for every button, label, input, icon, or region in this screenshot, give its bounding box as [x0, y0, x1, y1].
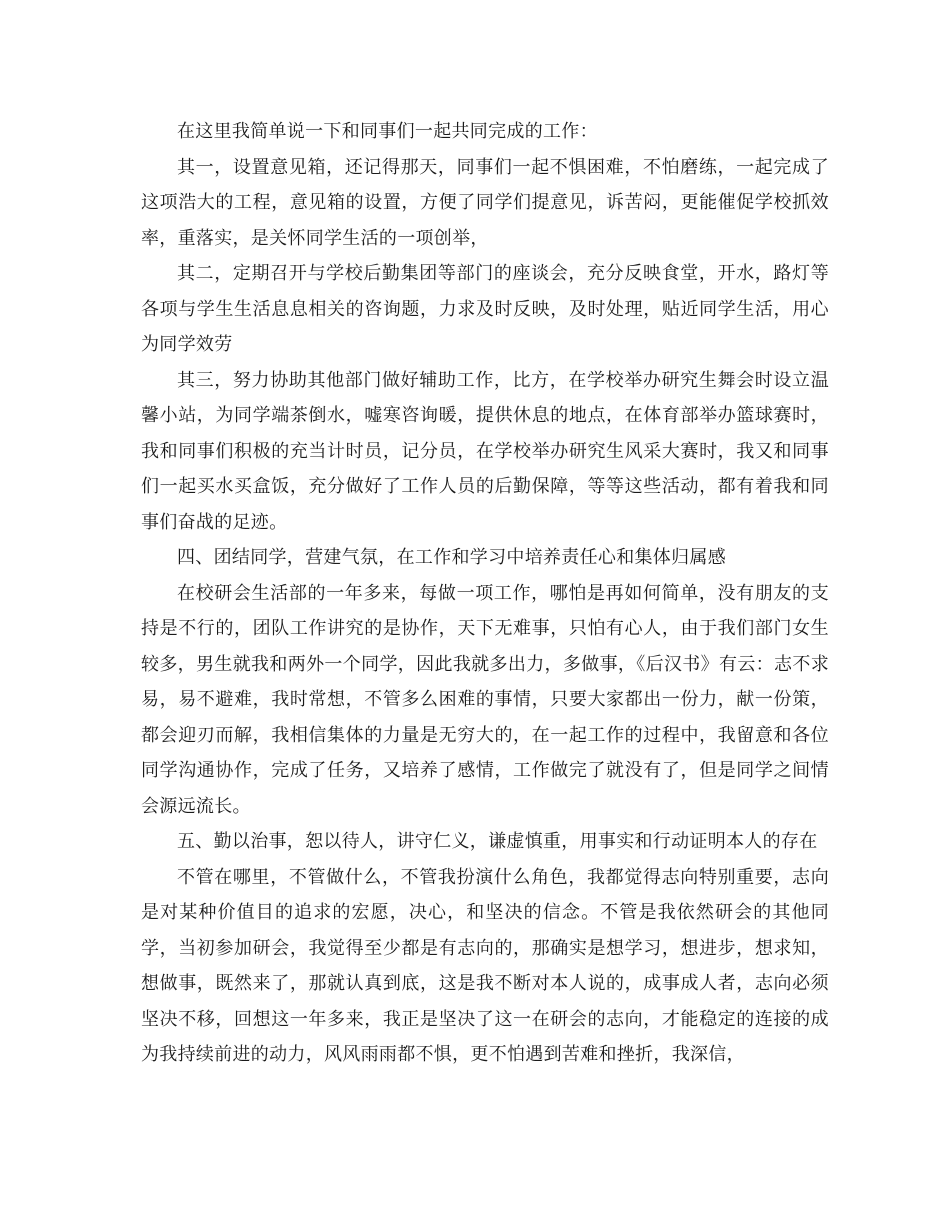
- section-heading-four: 四、团结同学，营建气氛，在工作和学习中培养责任心和集体归属感: [177, 547, 726, 568]
- paragraph-item-two: 其二，定期召开与学校后勤集团等部门的座谈会，充分反映食堂，开水，路灯等各项与学生生活息息相关的咨询题，力求及时反映，及时处理，贴近同学生活，用心为同学效劳: [141, 263, 829, 355]
- document-body: [141, 114, 829, 1073]
- section-heading-five: 五、勤以治事，恕以待人，讲守仁义，谦虚慎重，用事实和行动证明本人的存在: [177, 831, 818, 852]
- paragraph-section-four: 在校研会生活部的一年多来，每做一项工作，哪怕是再如何简单，没有朋友的支持是不行的，团队工作讲究的是协作，天下无难事，只怕有心人，由于我们部门女生较多，男生就我和两外一个同学，因此我就多出力，多做事，《后汉书》有云：志不求易，易不避难，我时常想，不管多么困难的事情，只要大家都出一份力，献一份策，都会迎刃而解，我相信集体的力量是无穷大的，在一起工作的过程中，我留意和各位同学沟通协作，完成了任务，又培养了感情，工作做完了就没有了，但是同学之间情会源远流长。: [141, 582, 829, 817]
- paragraph-item-one: 其一，设置意见箱，还记得那天，同事们一起不惧困难，不怕磨练，一起完成了这项浩大的工程，意见箱的设置，方便了同学们提意见，诉苦闷，更能催促学校抓效率，重落实，是关怀同学生活的一项创举，: [141, 156, 829, 249]
- paragraph-item-three: 其三，努力协助其他部门做好辅助工作，比方，在学校举办研究生舞会时设立温馨小站，为同学端茶倒水，嘘寒咨询暖，提供休息的地点，在体育部举办篮球赛时，我和同事们积极的充当计时员，记分员，在学校举办研究生风采大赛时，我又和同事们一起买水买盒饭，充分做好了工作人员的后勤保障，等等这些活动，都有着我和同事们奋战的足迹。: [141, 369, 829, 533]
- paragraph-intro: 在这里我简单说一下和同事们一起共同完成的工作：: [177, 121, 598, 142]
- paragraph-section-five: 不管在哪里，不管做什么，不管我扮演什么角色，我都觉得志向特别重要，志向是对某种价值目的追求的宏愿，决心，和坚决的信念。不管是我依然研会的其他同学，当初参加研会，我觉得至少都是有志向的，那确实是想学习，想进步，想求知，想做事，既然来了，那就认真到底，这是我不断对本人说的，成事成人者，志向必须坚决不移，回想这一年多来，我正是坚决了这一在研会的志向，才能稳定的连接的成为我持续前进的动力，风风雨雨都不惧，更不怕遇到苦难和挫折，我深信，: [141, 866, 829, 1065]
